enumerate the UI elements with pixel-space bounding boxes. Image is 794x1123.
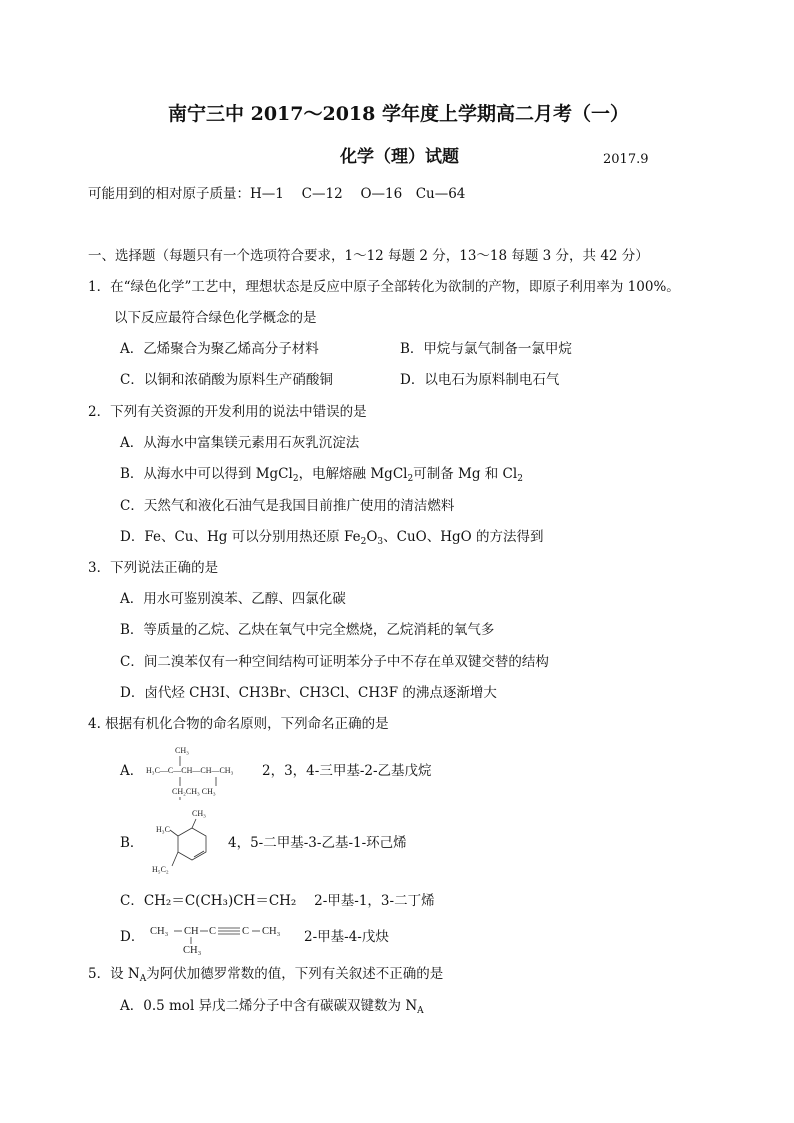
q2-stem: 2．下列有关资源的开发利用的说法中错误的是: [88, 404, 367, 420]
exam-date: 2017.9: [603, 152, 649, 167]
q4-option-a-label: A．: [120, 763, 144, 779]
q4-b-structure: [150, 806, 218, 878]
q4-option-c: C．CH₂＝C(CH₃)CH＝CH₂ 2-甲基-1，3-二丁烯: [120, 893, 435, 909]
q1-option-a: A．乙烯聚合为聚乙烯高分子材料: [120, 341, 319, 357]
q2-option-d: D．Fe、Cu、Hg 可以分别用热还原 $Fe_2O_3$、CuO、HgO 的方法得到: [120, 529, 544, 547]
q1-stem: 1．在“绿色化学”工艺中，理想状态是反应中原子全部转化为欲制的产物，即原子利用率为 100%。: [88, 279, 680, 295]
q4-d-s5: CH₃: [262, 926, 281, 937]
q2-option-a: A．从海水中富集镁元素用石灰乳沉淀法: [120, 435, 360, 451]
q4-option-d-label: D．: [120, 929, 145, 945]
q4-option-b-name: 4，5-二甲基-3-乙基-1-环己烯: [228, 835, 407, 851]
q4-a-main: H₃C—C—CH—CH—CH₃: [146, 766, 234, 775]
q4-d-s1: CH₃: [150, 926, 169, 937]
q3-stem: 3．下列说法正确的是: [88, 560, 219, 576]
q4-d-structure: [146, 918, 296, 956]
q4-a-structure: [146, 742, 258, 800]
q5-stem: 5．设 $N_A$为阿伏加德罗常数的值，下列有关叙述不正确的是: [88, 966, 444, 984]
q4-d-s6: CH₃: [183, 945, 202, 956]
q4-b-s3: H₅C₂: [152, 865, 169, 874]
page-title: 南宁三中 2017～2018 学年度上学期高二月考（一）: [168, 103, 629, 125]
q3-option-b: B．等质量的乙烷、乙炔在氧气中完全燃烧，乙烷消耗的氧气多: [120, 622, 495, 638]
q4-stem: 4. 根据有机化合物的命名原则，下列命名正确的是: [88, 716, 389, 732]
q3-option-c: C．间二溴苯仅有一种空间结构可证明苯分子中不存在单双键交替的结构: [120, 654, 549, 670]
q1-option-b: B．甲烷与氯气制备一氯甲烷: [400, 341, 572, 357]
q1-stem-2: 以下反应最符合绿色化学概念的是: [114, 310, 317, 326]
q4-d-s2: CH: [184, 926, 199, 937]
q4-option-b-label: B．: [120, 835, 144, 851]
q5-option-a: A．0.5 mol 异戊二烯分子中含有碳碳双键数为 $N_A$: [120, 998, 424, 1016]
atomic-masses: 可能用到的相对原子质量：H—1 C—12 O—16 Cu—64: [88, 186, 466, 202]
q3-option-d: D．卤代烃 CH3I、CH3Br、CH3Cl、CH3F 的沸点逐渐增大: [120, 685, 497, 701]
q1-option-c: C．以铜和浓硝酸为原料生产硝酸铜: [120, 372, 333, 388]
q4-d-s3: C: [209, 926, 217, 937]
page-subtitle: 化学（理）试题: [340, 147, 459, 167]
q4-a-top: CH₃: [175, 746, 189, 755]
q4-option-d-name: 2-甲基-4-戊炔: [304, 929, 389, 945]
q1-option-d: D．以电石为原料制电石气: [400, 372, 560, 388]
q4-b-s1: CH₃: [192, 809, 206, 818]
q4-option-a-name: 2，3，4-三甲基-2-乙基戊烷: [262, 763, 432, 779]
section-heading: 一、选择题（每题只有一个选项符合要求，1～12 每题 2 分，13～18 每题 3 分，共 42 分）: [88, 248, 649, 264]
q4-a-bottom: CH₂CH₃ CH₃: [172, 787, 216, 796]
q2-option-b: B．从海水中可以得到 MgCl$_2$，电解熔融 MgCl$_2$可制备 Mg 和 $Cl_2$: [120, 466, 523, 484]
q2-option-c: C．天然气和液化石油气是我国目前推广使用的清洁燃料: [120, 498, 455, 514]
q3-option-a: A．用水可鉴别溴苯、乙醇、四氯化碳: [120, 591, 346, 607]
q4-b-s2: H₃C: [156, 825, 170, 834]
q4-d-s4: C: [242, 926, 250, 937]
